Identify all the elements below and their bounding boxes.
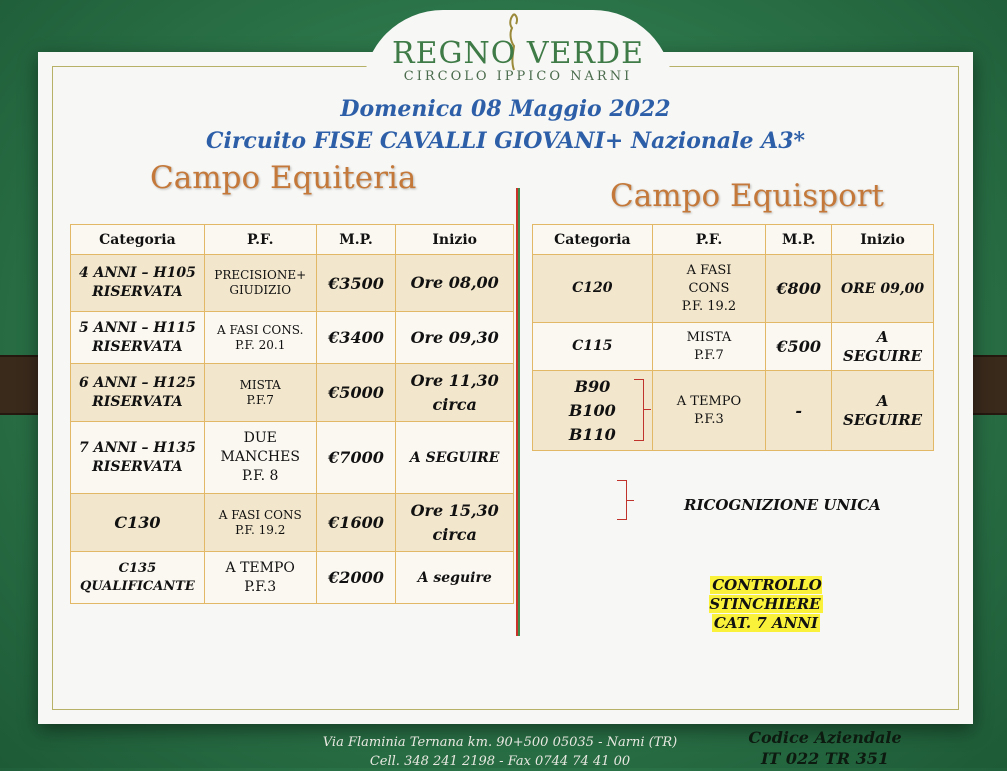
footer-address: Via Flaminia Ternana km. 90+500 05035 - Narni (TR) Cell. 348 241 2198 - Fax 0744 74 41 00 (322, 735, 678, 769)
start-cell: Ore 08,00 (396, 255, 514, 312)
prize-cell: €1600 (316, 494, 396, 552)
column-header: M.P. (766, 225, 832, 255)
table-row (71, 422, 514, 494)
column-header: Categoria (533, 225, 653, 255)
prize-cell: €800 (766, 255, 832, 323)
pf-cell: A FASI CONS P.F. 19.2 (652, 255, 766, 323)
shin-guard-control-note: CONTROLLO STINCHIERE CAT. 7 ANNI (709, 576, 822, 632)
category-cell: 6 ANNI – H125 RISERVATA (71, 364, 205, 422)
column-header: Inizio (396, 225, 514, 255)
field-title-equiteria: Campo Equiteria (150, 160, 417, 196)
start-cell: Ore 15,30 circa (396, 494, 514, 552)
logo-title: REGNO VERDE (392, 36, 644, 71)
table-row (71, 255, 514, 312)
pf-cell: A TEMPO P.F.3 (204, 552, 316, 604)
pf-cell: A FASI CONS. P.F. 20.1 (204, 312, 316, 364)
prize-cell: €5000 (316, 364, 396, 422)
category-cell: B90 B100 B110 (533, 371, 653, 451)
table-header-row (533, 225, 934, 255)
start-cell: ORE 09,00 (832, 255, 934, 323)
equisport-schedule-table (532, 224, 934, 451)
pf-cell: A FASI CONS P.F. 19.2 (204, 494, 316, 552)
table-row (71, 552, 514, 604)
category-cell: C115 (533, 323, 653, 371)
category-cell: C135 QUALIFICANTE (71, 552, 205, 604)
prize-cell: €7000 (316, 422, 396, 494)
column-header: Categoria (71, 225, 205, 255)
tricolor-divider (516, 188, 520, 636)
prize-cell: €3500 (316, 255, 396, 312)
table-row (533, 255, 934, 323)
recognition-note: RICOGNIZIONE UNICA (684, 496, 881, 514)
equiteria-schedule-table (70, 224, 514, 604)
category-cell: 4 ANNI – H105 RISERVATA (71, 255, 205, 312)
table-row (533, 323, 934, 371)
column-header: P.F. (652, 225, 766, 255)
table-header-row (71, 225, 514, 255)
category-cell: 5 ANNI – H115 RISERVATA (71, 312, 205, 364)
pf-cell: A TEMPO P.F.3 (652, 371, 766, 451)
circuit-title: Circuito FISE CAVALLI GIOVANI+ Nazionale A3* (205, 128, 806, 154)
start-cell: Ore 11,30 circa (396, 364, 514, 422)
pf-cell: MISTA P.F.7 (652, 323, 766, 371)
prize-cell: €500 (766, 323, 832, 371)
pf-cell: DUE MANCHES P.F. 8 (204, 422, 316, 494)
prize-cell: - (766, 371, 832, 451)
bracket-icon (617, 480, 627, 520)
logo-subtitle: CIRCOLO IPPICO NARNI (403, 69, 633, 84)
pf-cell: MISTA P.F.7 (204, 364, 316, 422)
pf-cell: PRECISIONE+ GIUDIZIO (204, 255, 316, 312)
field-title-equisport: Campo Equisport (610, 178, 885, 214)
category-cell: C130 (71, 494, 205, 552)
start-cell: A seguire (396, 552, 514, 604)
prize-cell: €3400 (316, 312, 396, 364)
start-cell: A SEGUIRE (832, 323, 934, 371)
column-header: Inizio (832, 225, 934, 255)
column-header: P.F. (204, 225, 316, 255)
column-header: M.P. (316, 225, 396, 255)
bracket-icon (634, 379, 644, 441)
table-row (71, 364, 514, 422)
table-row (71, 494, 514, 552)
table-row (71, 312, 514, 364)
company-code: Codice Aziendale IT 022 TR 351 (748, 728, 902, 768)
start-cell: A SEGUIRE (832, 371, 934, 451)
prize-cell: €2000 (316, 552, 396, 604)
start-cell: Ore 09,30 (396, 312, 514, 364)
category-cell: C120 (533, 255, 653, 323)
event-date: Domenica 08 Maggio 2022 (340, 96, 671, 122)
start-cell: A SEGUIRE (396, 422, 514, 494)
table-row (533, 371, 934, 451)
category-cell: 7 ANNI – H135 RISERVATA (71, 422, 205, 494)
